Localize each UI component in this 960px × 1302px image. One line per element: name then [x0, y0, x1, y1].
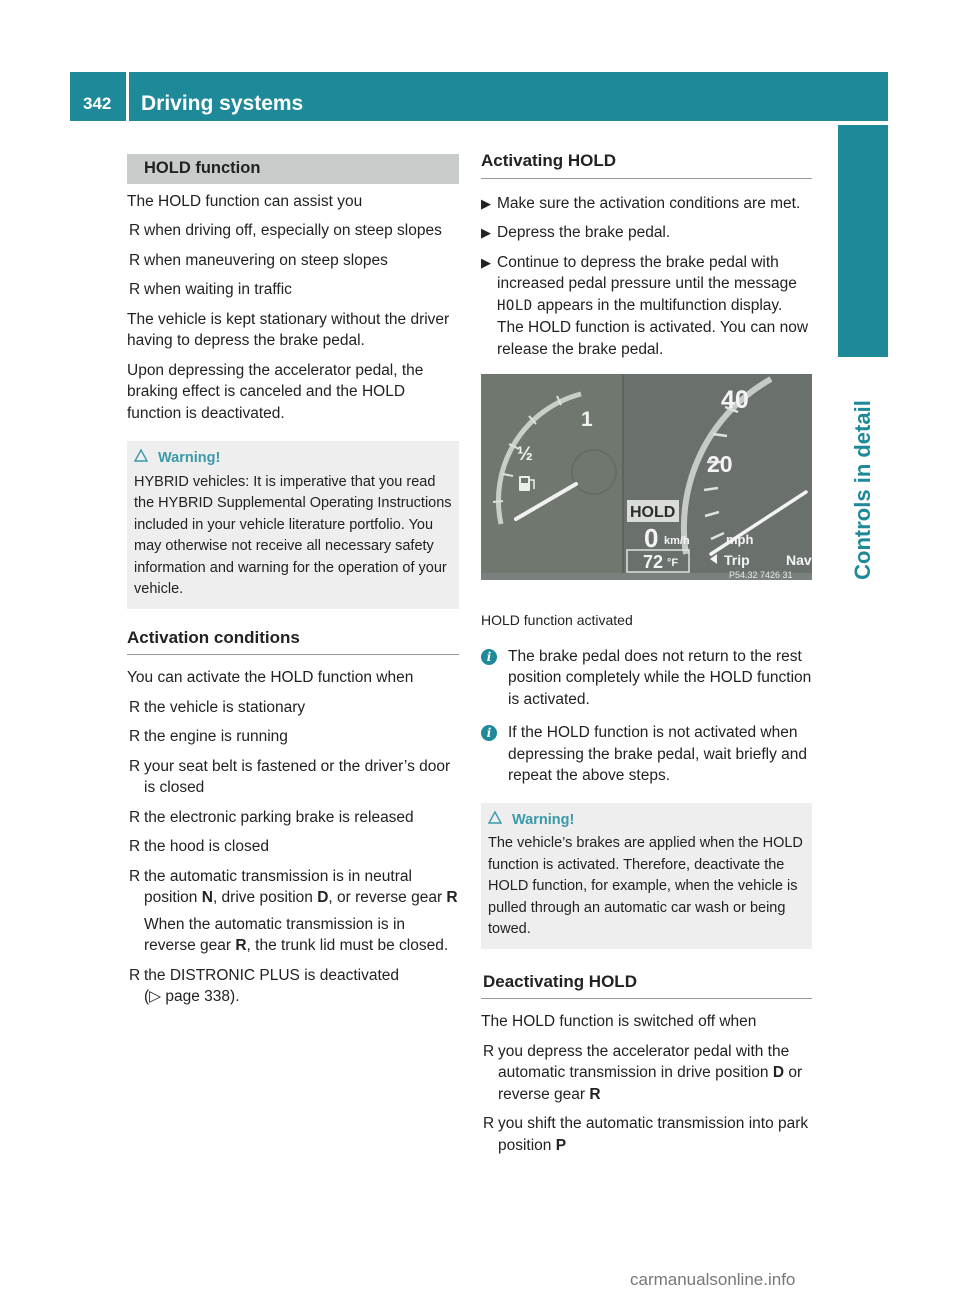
list-item: R your seat belt is fastened or the driver’s door is closed — [129, 757, 451, 796]
side-tab-label: Controls in detail — [850, 399, 875, 580]
bullet-icon: R — [129, 838, 141, 855]
step-item: ▶ Make sure the activation conditions are met. — [481, 193, 812, 215]
fuel-one-label: 1 — [581, 408, 593, 431]
warning-text: The vehicle’s brakes are applied when the HOLD function is activated. Therefore, deactivate the HOLD function, for example, when the vehicle is pulled through an automatic car wash or being towed. — [488, 835, 803, 937]
figure-caption: HOLD function activated — [481, 612, 633, 628]
bullet-icon: R — [483, 1042, 495, 1060]
side-tab-label-box — [838, 362, 888, 617]
step-arrow-icon: ▶ — [481, 225, 491, 240]
info-note: i The brake pedal does not return to the rest position completely while the HOLD function is activated. — [481, 646, 812, 711]
nav-menu-label: Nav — [786, 552, 812, 568]
bullet-icon: R — [129, 698, 141, 716]
page-reference-link[interactable]: (▷ page 338). — [144, 988, 240, 1005]
bullet-icon: R — [129, 251, 141, 269]
bullet-icon: R — [483, 1115, 495, 1132]
list-item: R when maneuvering on steep slopes — [127, 250, 459, 272]
trip-menu-label: Trip — [724, 552, 750, 568]
temperature-unit: °F — [667, 557, 679, 569]
hold-intro: The HOLD function can assist you — [127, 192, 363, 210]
speed-40-label: 40 — [721, 386, 749, 414]
warning-header — [488, 810, 805, 832]
page-number-box — [70, 72, 126, 121]
figure-code: P54.32 7426 31 — [729, 570, 793, 580]
warning-title: Warning! — [158, 450, 221, 466]
list-item: R the electronic parking brake is released — [127, 807, 459, 829]
warning-triangle-icon — [134, 448, 148, 470]
speed-20-label: 20 — [707, 451, 733, 477]
right-column — [481, 150, 812, 1164]
list-item: R the DISTRONIC PLUS is deactivated (▷ page 338). — [129, 966, 399, 1005]
list-item: R when driving off, especially on steep slopes — [127, 220, 459, 242]
info-icon: i — [481, 649, 497, 665]
list-subtext: When the automatic transmission is in reverse gear R, the trunk lid must be closed. — [144, 915, 449, 954]
display-message: HOLD — [497, 297, 533, 314]
bullet-icon: R — [129, 757, 141, 775]
side-tab-bar — [838, 125, 888, 357]
bullet-icon: R — [129, 867, 141, 885]
list-item: R you shift the automatic transmission into park position P — [483, 1115, 809, 1154]
activation-conditions-heading: Activation conditions — [127, 627, 459, 656]
chapter-title: Driving systems — [141, 92, 304, 115]
bullet-icon: R — [129, 281, 141, 298]
instrument-cluster-photo — [481, 374, 812, 580]
speed-readout: 0 — [644, 523, 659, 553]
step-arrow-icon: ▶ — [481, 195, 491, 211]
bullet-icon: R — [129, 966, 141, 984]
warning-triangle-icon — [488, 810, 502, 832]
warning-title: Warning! — [512, 811, 575, 828]
footer-watermark: carmanualsonline.info — [630, 1270, 796, 1289]
activating-hold-heading: Activating HOLD — [481, 150, 812, 179]
step-item: ▶ Continue to depress the brake pedal with increased pedal pressure until the message HOLD appears in the multifunction display. The HOLD function is activated. You can now release the brake pedal. — [481, 253, 809, 358]
bullet-icon: R — [129, 808, 141, 826]
bullet-icon: R — [129, 222, 141, 239]
activation-intro: You can activate the HOLD function when — [127, 669, 414, 686]
bullet-icon: R — [129, 728, 141, 745]
list-item: R the engine is running — [127, 726, 459, 748]
hold-function-heading: HOLD function — [127, 154, 459, 184]
kmh-unit: km/h — [664, 535, 690, 547]
list-item: R the automatic transmission is in neutral position N, drive position D, or reverse gear R When the automatic transmission is in reverse gear R, the trunk lid must be closed. — [127, 866, 459, 957]
info-note: i If the HOLD function is not activated when depressing the brake pedal, wait briefly and repeat the above steps. — [481, 722, 812, 787]
chapter-header — [129, 72, 888, 121]
deactivation-intro: The HOLD function is switched off when — [481, 1013, 757, 1030]
fuel-half-label: ½ — [517, 444, 533, 465]
mph-label: mph — [726, 532, 754, 547]
list-item: R you depress the accelerator pedal with the automatic transmission in drive position D or reverse gear R — [483, 1042, 803, 1103]
list-item: R the vehicle is stationary — [127, 697, 459, 719]
warning-text: HYBRID vehicles: It is imperative that you read the HYBRID Supplemental Operating Instructions included in your vehicle literature portfolio. You may otherwise not receive all necessary safety information and warning for the operation of your vehicle. — [134, 473, 452, 597]
temperature-readout: 72 — [643, 552, 664, 572]
warning-box — [481, 803, 812, 949]
deactivating-hold-heading: Deactivating HOLD — [481, 971, 812, 1000]
left-column — [127, 154, 459, 1016]
list-item: R the hood is closed — [127, 836, 459, 858]
warning-header — [134, 448, 452, 470]
info-icon: i — [481, 725, 497, 741]
step-arrow-icon: ▶ — [481, 254, 491, 270]
step-item: ▶ Depress the brake pedal. — [481, 222, 812, 244]
paragraph: The vehicle is kept stationary without the driver having to depress the brake pedal. — [127, 310, 450, 349]
warning-box — [127, 441, 459, 609]
paragraph: Upon depressing the accelerator pedal, the braking effect is canceled and the HOLD function is deactivated. — [127, 361, 424, 422]
list-item: R when waiting in traffic — [127, 279, 459, 301]
page-number: 342 — [83, 94, 112, 113]
hold-display-label: HOLD — [630, 504, 676, 521]
instrument-cluster-illustration — [481, 374, 812, 580]
